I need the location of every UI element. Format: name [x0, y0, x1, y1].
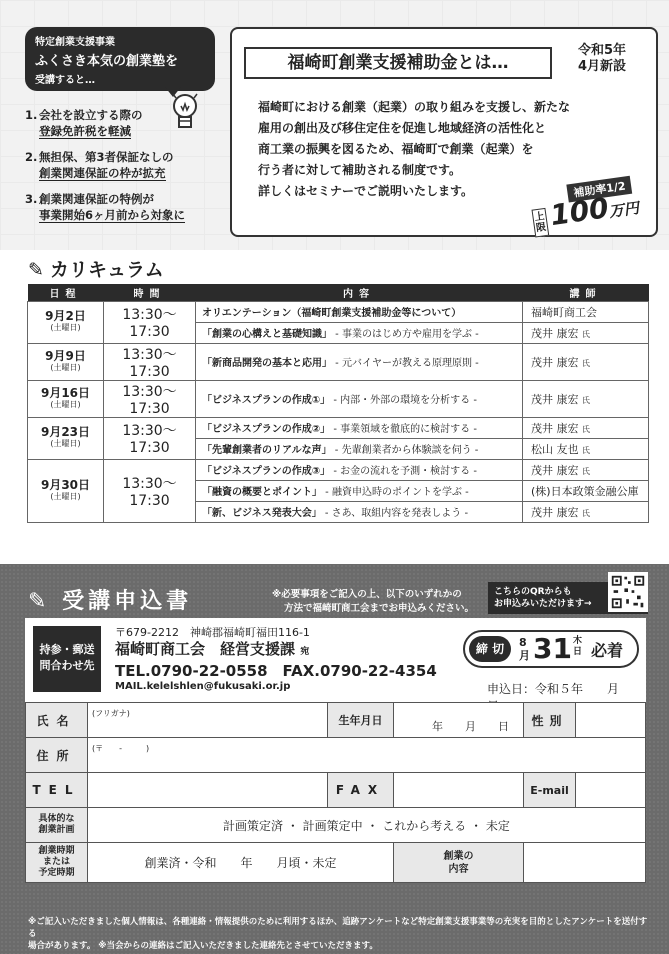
time-cell: 13:30〜17:30 [104, 459, 196, 522]
content-cell: 「新、ビジネス発表大会」 - さあ、取組内容を発表しよう - [196, 501, 523, 522]
content-cell: 「先輩創業者のリアルな声」 - 先輩創業者から体験談を伺う - [196, 438, 523, 459]
form-row-plan [26, 808, 646, 843]
qr-code-icon[interactable] [608, 572, 648, 612]
address-label: 住所 [26, 738, 88, 773]
content-cell: オリエンテーション（福崎町創業支援補助金等について） [196, 301, 523, 322]
contact-label-line: 問合わせ先 [39, 659, 95, 672]
note-line: 方法で福崎町商工会までお申込みください。 [284, 603, 475, 614]
date-cell: 9月30日 (土曜日) [28, 459, 104, 522]
application-note [272, 588, 474, 616]
gender-field[interactable] [576, 703, 646, 738]
content-cell: 「新商品開発の基本と応用」 - 元バイヤーが教える原理原則 - [196, 343, 523, 380]
info-title: 福崎町創業支援補助金とは… [244, 47, 552, 79]
table-header-row [28, 284, 649, 301]
curriculum-title [28, 255, 164, 282]
period-label: 創業時期 または 予定時期 [26, 843, 88, 883]
content-label: 創業の 内容 [394, 843, 524, 883]
deadline-day: 31 [533, 632, 572, 665]
gender-label: 性別 [524, 703, 576, 738]
benefit-item [25, 191, 220, 223]
email-address[interactable]: MAIL.kelelshlen@fukusaki.or.jp [115, 681, 291, 692]
curriculum-table [27, 284, 649, 523]
benefit-sub: 創業関連保証の枠が拡充 [39, 166, 166, 180]
application-section [0, 564, 669, 954]
content-cell: 「融資の概要とポイント」 - 融資申込時のポイントを学ぶ - [196, 480, 523, 501]
benefit-item [25, 149, 220, 181]
teacher-cell: 茂井 康宏 氏 [523, 459, 649, 480]
form-row-address [26, 738, 646, 773]
tel-field[interactable] [88, 773, 328, 808]
birth-label: 生年月日 [328, 703, 394, 738]
new-badge-line1: 令和5年 [577, 43, 627, 58]
content-field[interactable] [524, 843, 646, 883]
header-time: 時間 [104, 284, 196, 301]
date-cell: 9月16日 (土曜日) [28, 380, 104, 417]
period-options[interactable]: 創業済・令和 年 月頃・未定 [88, 843, 394, 883]
benefit-num: 3. [25, 192, 38, 206]
subsidy-amount [548, 187, 640, 232]
subsidy-amount-unit: 万円 [607, 198, 640, 221]
form-row-tel [26, 773, 646, 808]
speech-bubble [25, 27, 215, 91]
table-row [28, 417, 649, 438]
content-cell: 「ビジネスプランの作成③」 - お金の流れを予測・検討する - [196, 459, 523, 480]
benefit-text: 無担保、第3者保証なしの [39, 150, 174, 164]
date-cell: 9月9日 (土曜日) [28, 343, 104, 380]
benefit-sub: 事業開始6ヶ月前から対象に [39, 208, 186, 222]
deadline-label: 締 切 [469, 636, 511, 662]
info-line: 商工業の振興を図るため、福崎町で創業（起業）を [258, 142, 534, 156]
table-row [28, 380, 649, 417]
info-line: 雇用の創出及び移住定住を促進し地域経済の活性化と [258, 121, 547, 135]
plan-label: 具体的な 創業計画 [26, 808, 88, 843]
time-cell: 13:30〜17:30 [104, 417, 196, 459]
qr-line: こちらのQRからも [494, 587, 572, 597]
header-content: 内容 [196, 284, 523, 301]
date-cell: 9月23日 (土曜日) [28, 417, 104, 459]
time-cell: 13:30〜17:30 [104, 301, 196, 343]
table-row [28, 459, 649, 480]
organization-name: 福崎町商工会 経営支援課 宛 [115, 640, 310, 658]
email-label: E-mail [524, 773, 576, 808]
content-cell: 「ビジネスプランの作成②」 - 事業領域を徹底的に検討する - [196, 417, 523, 438]
contact-label [33, 626, 101, 692]
application-title-text: 受講申込書 [62, 589, 193, 614]
pencil-icon: ✎ [28, 589, 63, 614]
deadline-weekday: 木 日 [573, 636, 583, 657]
deadline-badge [463, 630, 639, 668]
subsidy-info-box [230, 27, 658, 237]
teacher-cell: 茂井 康宏 氏 [523, 417, 649, 438]
header-date: 日程 [28, 284, 104, 301]
birth-field[interactable]: 年 月 日 [394, 703, 524, 738]
email-field[interactable] [576, 773, 646, 808]
pencil-icon: ✎ [28, 259, 44, 281]
apply-date: 申込日：令和５年 月 [487, 682, 620, 696]
address-text: 〒679-2212 神崎郡福崎町福田116-1 [115, 626, 310, 639]
time-cell: 13:30〜17:30 [104, 380, 196, 417]
privacy-note [28, 916, 648, 952]
info-line: 詳しくはセミナーでご説明いたします。 [258, 184, 474, 198]
benefits-list [25, 107, 220, 233]
teacher-cell: 松山 友也 氏 [523, 438, 649, 459]
fax-field[interactable] [394, 773, 524, 808]
name-label: 氏名 [26, 703, 88, 738]
application-form [25, 702, 646, 883]
plan-options[interactable]: 計画策定済 ・ 計画策定中 ・ これから考える ・ 未定 [88, 808, 646, 843]
footer-line: ※ご記入いただきました個人情報は、各種連絡・情報提供のために利用するほか、追跡アンケートなど特定創業支援事業等の充実を目的としたアンケートを送付する [28, 917, 648, 939]
teacher-cell: 福崎町商工会 [523, 301, 649, 322]
teacher-cell: 茂井 康宏 氏 [523, 380, 649, 417]
tel-fax: TEL.0790-22-0558 FAX.0790-22-4354 [115, 662, 437, 680]
bubble-line3: 受講すると… [35, 75, 95, 86]
date-cell: 9月2日 (土曜日) [28, 301, 104, 343]
contact-card [25, 618, 646, 702]
tel-label: TEL [26, 773, 88, 808]
top-section [0, 0, 669, 250]
teacher-cell: (株)日本政策金融公庫 [523, 480, 649, 501]
note-line: ※必要事項をご記入の上、以下のいずれかの [272, 589, 462, 600]
time-cell: 13:30〜17:30 [104, 343, 196, 380]
bubble-line1: 特定創業支援事業 [35, 37, 115, 48]
subsidy-amount-value: 100 [548, 191, 611, 233]
benefit-num: 1. [25, 108, 38, 122]
table-row [28, 301, 649, 322]
teacher-cell: 茂井 康宏 氏 [523, 501, 649, 522]
fax-label: FAX [328, 773, 394, 808]
deadline-arrive: 必着 [591, 641, 624, 660]
teacher-cell: 茂井 康宏 氏 [523, 343, 649, 380]
content-cell: 「創業の心構えと基礎知識」 - 事業のはじめ方や雇用を学ぶ - [196, 322, 523, 343]
info-line: 福崎町における創業（起業）の取り組みを支援し、新たな [258, 100, 571, 114]
benefit-sub: 登録免許税を軽減 [39, 124, 131, 138]
qr-line: お申込みいただけます→ [494, 599, 592, 609]
new-badge-line2: 4月新設 [577, 59, 627, 74]
contact-label-line: 持参・郵送 [39, 643, 95, 656]
curriculum-title-text: カリキュラム [50, 259, 164, 281]
table-row [28, 343, 649, 380]
teacher-cell: 茂井 康宏 氏 [523, 322, 649, 343]
header-teacher: 講師 [523, 284, 649, 301]
info-line: 行う者に対して補助される制度です。 [258, 163, 462, 177]
footer-line: 場合があります。 ※当会からの連絡はご記入いただきました連絡先とさせていただきます。 [28, 941, 378, 951]
deadline-month: 8 月 [519, 636, 530, 662]
benefit-item [25, 107, 220, 139]
application-title [28, 584, 192, 615]
bubble-line2: ふくさき本気の創業塾を [35, 54, 179, 69]
form-row-name [26, 703, 646, 738]
benefit-text: 会社を設立する際の [39, 108, 143, 122]
name-field[interactable]: (フリガナ) [88, 703, 328, 738]
address-field[interactable]: (〒 - ) [88, 738, 646, 773]
new-badge [562, 43, 642, 75]
subsidy-rate: 補助率1/2 [566, 176, 632, 203]
benefit-text: 創業関連保証の特例が [39, 192, 154, 206]
content-cell: 「ビジネスプランの作成①」 - 内部・外部の環境を分析する - [196, 380, 523, 417]
subsidy-cap-label: 上限 [531, 208, 549, 238]
benefit-num: 2. [25, 150, 38, 164]
form-row-period [26, 843, 646, 883]
